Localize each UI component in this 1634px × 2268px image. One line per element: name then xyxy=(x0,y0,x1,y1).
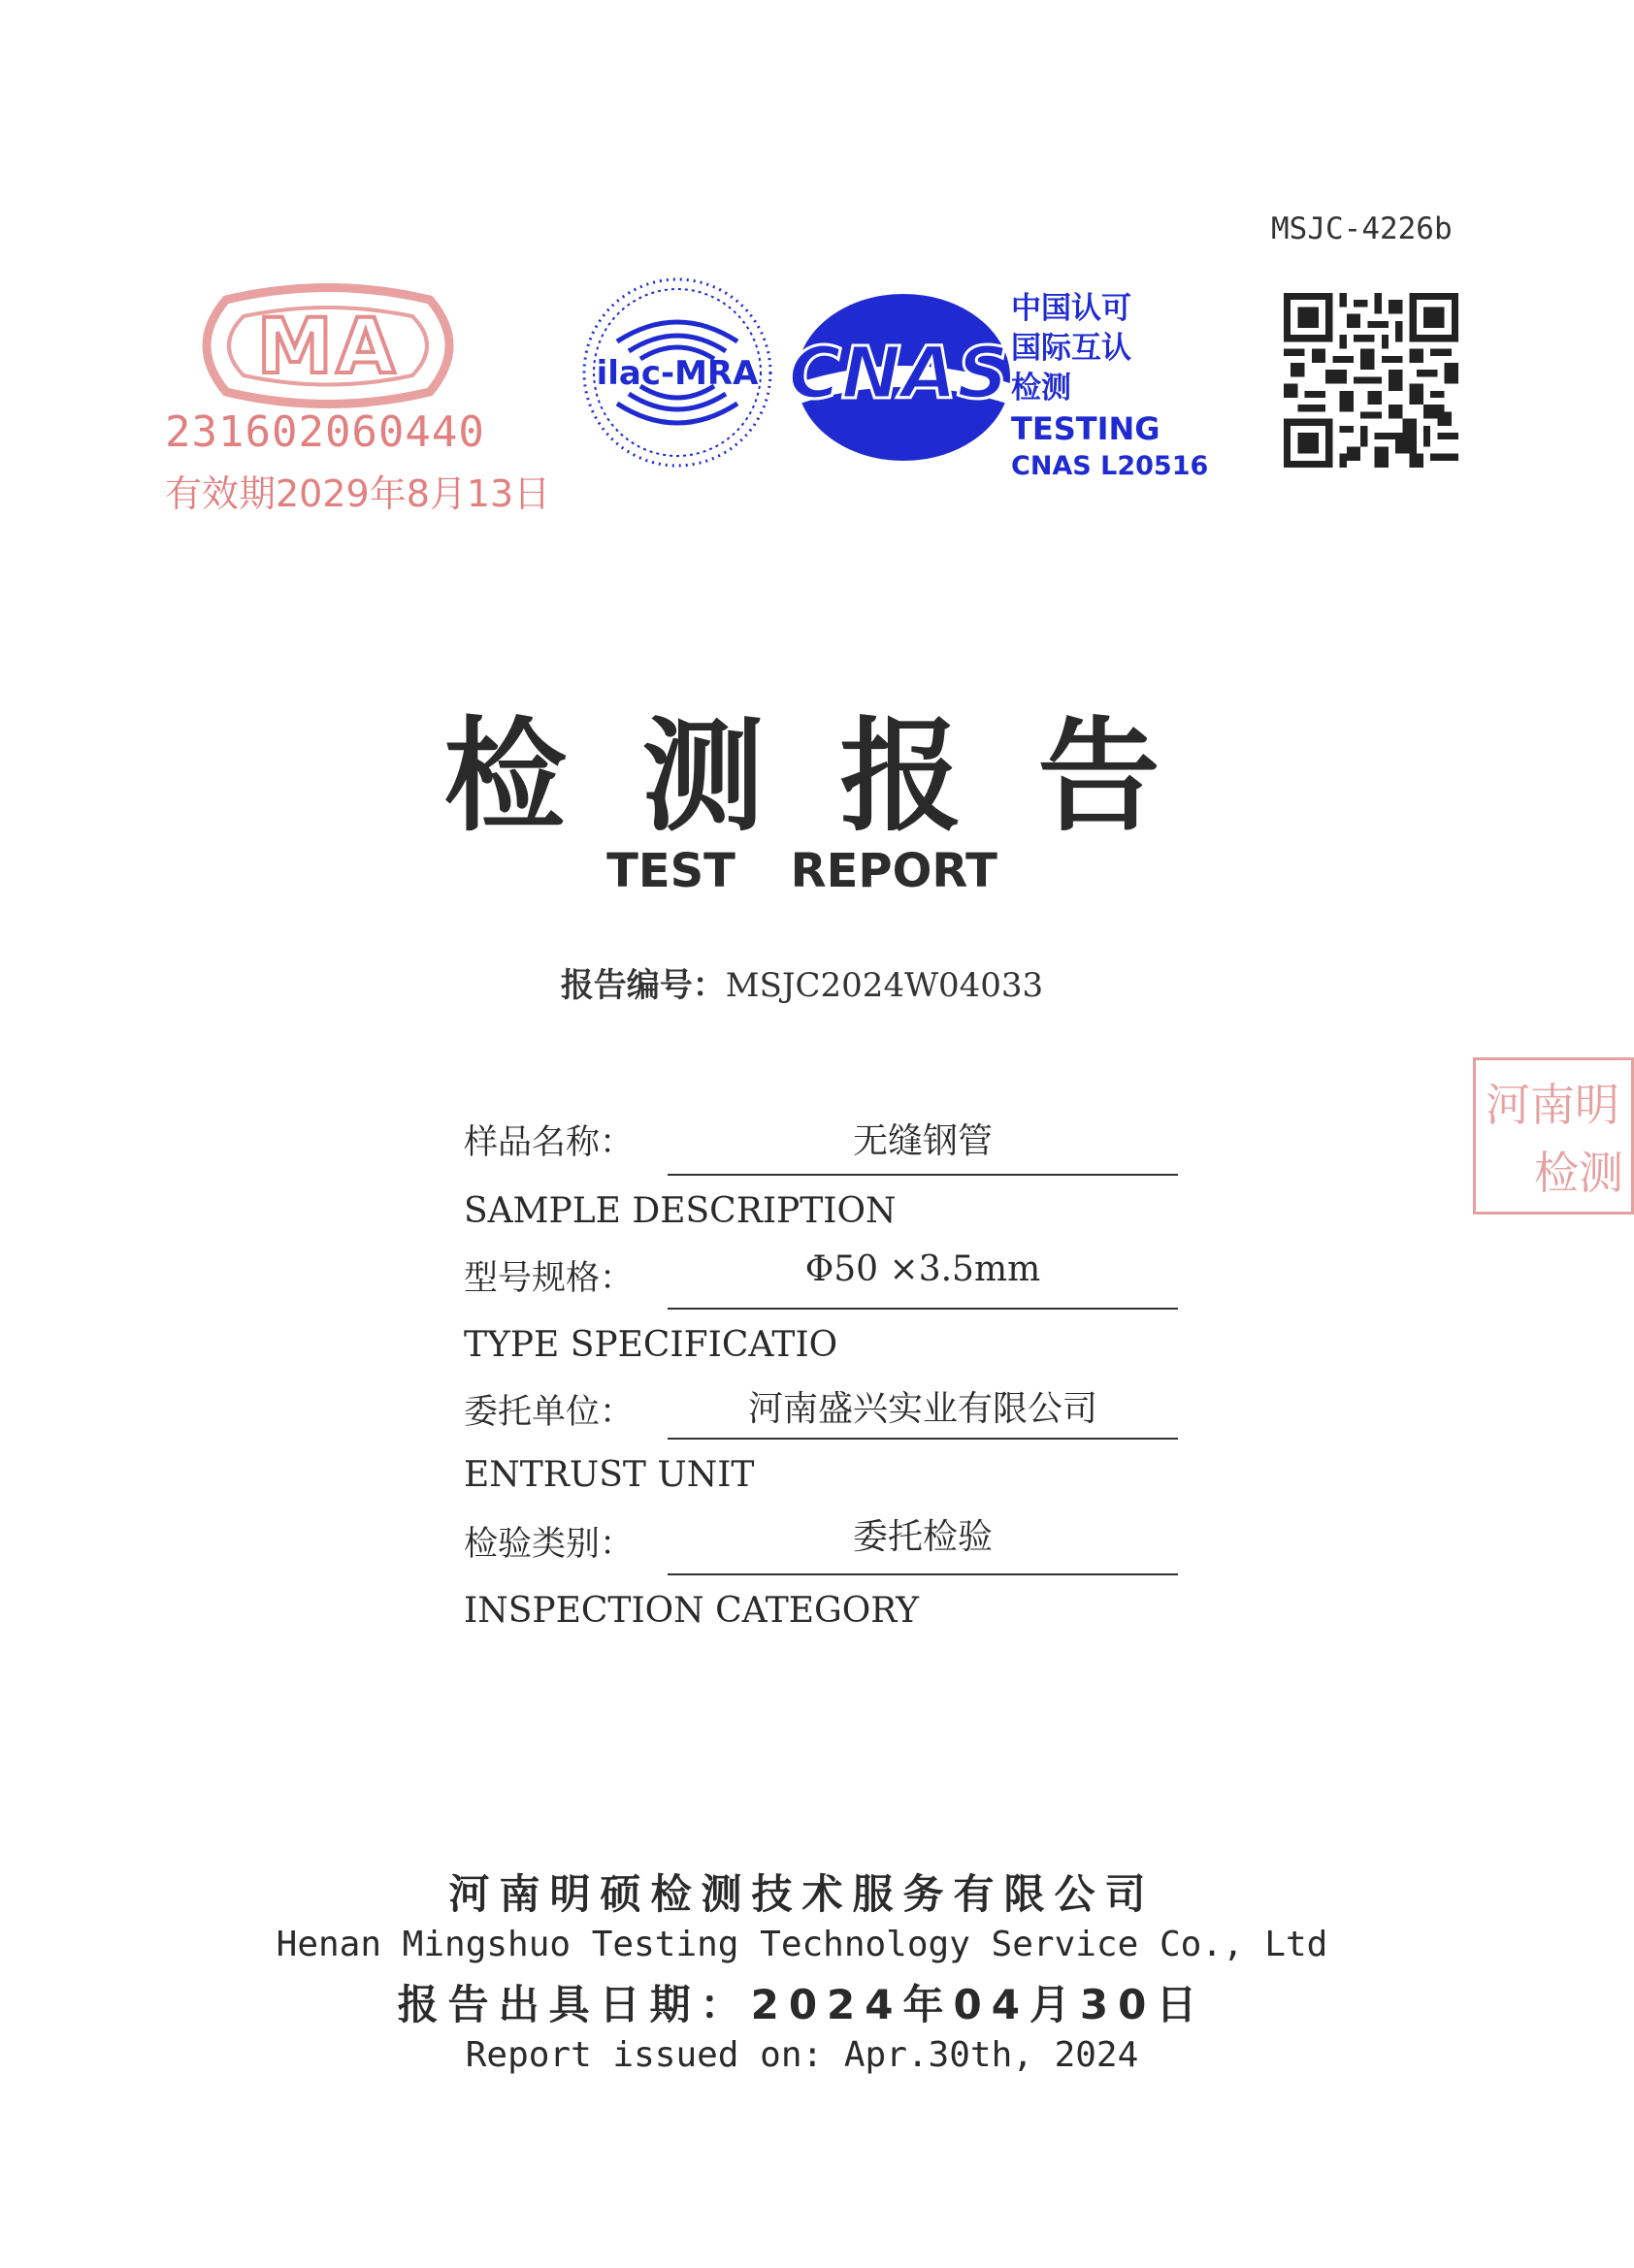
entrust-unit-underline xyxy=(668,1438,1178,1440)
cnas-line-2: 国际互认 xyxy=(1011,331,1131,366)
edge-stamp-line-2: 检测 xyxy=(1534,1147,1623,1199)
cnas-accreditation-text xyxy=(1011,289,1208,484)
entrust-unit-label-en: ENTRUST UNIT xyxy=(464,1455,755,1495)
inspection-category-label: 检验类别： xyxy=(464,1525,635,1564)
cma-logo-icon xyxy=(187,285,469,406)
type-spec-label-en: TYPE SPECIFICATIO xyxy=(464,1325,838,1365)
cma-validity: 有效期2029年8月13日 xyxy=(165,472,551,515)
cnas-line-1: 中国认可 xyxy=(1011,291,1131,326)
issue-date-cn: 报告出具日期：2024年04月30日 xyxy=(397,1981,1207,2028)
company-name-en: Henan Mingshuo Testing Technology Service Co., Ltd xyxy=(276,1925,1328,1964)
type-spec-label: 型号规格： xyxy=(464,1259,635,1298)
sample-name-value: 无缝钢管 xyxy=(852,1121,993,1161)
cnas-logo-text: CNAS xyxy=(788,332,1009,415)
edge-stamp xyxy=(1473,1057,1634,1215)
ilac-mra-logo-icon xyxy=(578,274,777,472)
report-title-cn: 检测报告 xyxy=(443,704,1236,848)
issue-date-en: Report issued on: Apr.30th, 2024 xyxy=(465,2035,1139,2075)
company-name-cn: 河南明硕检测技术服务有限公司 xyxy=(448,1870,1156,1918)
ilac-mra-label: ilac-MRA xyxy=(596,354,759,393)
cma-stamp xyxy=(160,279,551,522)
edge-stamp-line-1: 河南明 xyxy=(1486,1079,1619,1131)
sample-name-label: 样品名称： xyxy=(464,1123,635,1162)
report-number xyxy=(0,958,1604,1006)
inspection-category-underline xyxy=(668,1573,1178,1575)
cnas-line-3: 检测 xyxy=(1011,371,1071,405)
qr-code-icon[interactable] xyxy=(1284,293,1458,468)
cnas-logo-icon xyxy=(784,289,1023,466)
inspection-category-value: 委托检验 xyxy=(852,1517,993,1557)
type-spec-value: Φ50 ×3.5mm xyxy=(804,1249,1041,1289)
sample-name-label-en: SAMPLE DESCRIPTION xyxy=(464,1191,897,1231)
report-number-value: MSJC2024W04033 xyxy=(725,966,1044,1005)
entrust-unit-label: 委托单位： xyxy=(464,1393,635,1432)
report-title-en: TEST REPORT xyxy=(606,844,997,898)
report-number-label: 报告编号： xyxy=(560,966,726,1005)
inspection-category-label-en: INSPECTION CATEGORY xyxy=(464,1591,920,1631)
cnas-line-4: TESTING xyxy=(1011,410,1160,447)
sample-name-underline xyxy=(668,1174,1178,1176)
type-spec-underline xyxy=(668,1308,1178,1310)
entrust-unit-value: 河南盛兴实业有限公司 xyxy=(747,1389,1097,1429)
cnas-line-5: CNAS L20516 xyxy=(1011,451,1209,481)
cma-number: 231602060440 xyxy=(165,407,485,457)
document-code: MSJC-4226b xyxy=(1271,211,1453,246)
cma-logo-text: MA xyxy=(257,304,399,391)
